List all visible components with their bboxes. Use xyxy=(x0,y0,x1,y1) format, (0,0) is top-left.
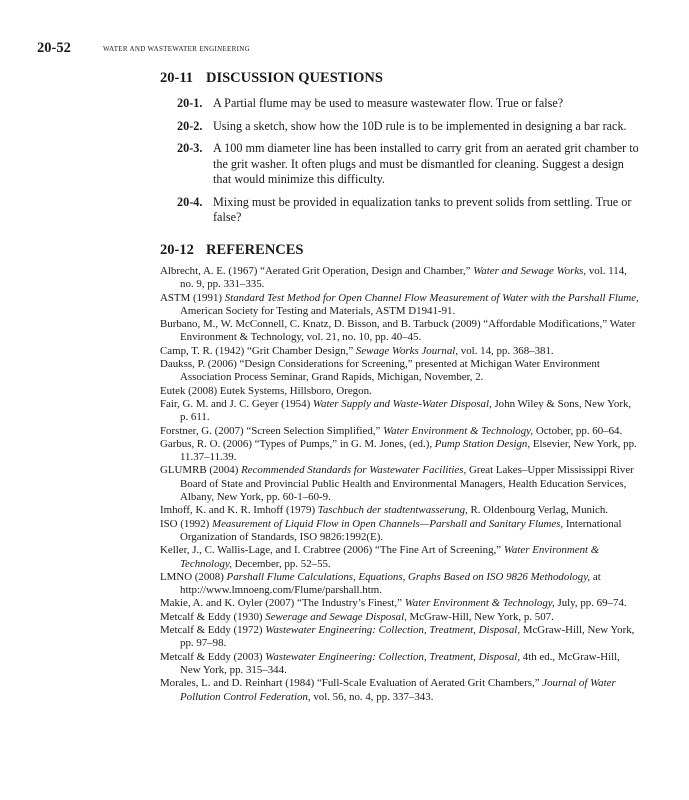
reference-title: Water and Sewage Works, xyxy=(473,265,587,277)
reference-title: Measurement of Liquid Flow in Open Channels—Parshall and Sanitary Flumes, xyxy=(212,517,564,530)
reference-text: McGraw-Hill, New York, pp. 97–98. xyxy=(180,624,635,650)
question-number: 20-2. xyxy=(177,118,203,133)
reference-title: Wastewater Engineering: Collection, Treatment, Disposal, xyxy=(265,624,521,637)
reference-entry xyxy=(160,611,640,624)
page-number: 20-52 xyxy=(37,40,71,56)
reference-entry xyxy=(160,265,640,292)
reference-text: Eutek (2008) Eutek Systems, Hillsboro, Oregon. xyxy=(160,384,372,397)
reference-text: December, pp. 52–55. xyxy=(231,557,331,570)
reference-entry xyxy=(160,571,640,598)
question-text: A 100 mm diameter line has been installed to carry grit from an aerated grit chamber to the grit washer. It often plugs and must be dismantled for cleaning. Suggest a design that would minimize this difficulty. xyxy=(213,141,639,186)
reference-text: Metcalf & Eddy (1930) xyxy=(160,610,266,623)
reference-title: Journal of Water Pollution Control Federation, xyxy=(180,677,616,703)
reference-entry xyxy=(160,518,640,545)
reference-list xyxy=(160,265,640,704)
running-head: WATER AND WASTEWATER ENGINEERING xyxy=(103,45,250,53)
reference-title: Water Supply and Waste-Water Disposal, xyxy=(312,397,492,410)
reference-entry xyxy=(160,651,640,678)
question-item xyxy=(160,195,640,226)
reference-text: R. Oldenbourg Verlag, Munich. xyxy=(467,504,609,517)
reference-entry xyxy=(160,464,640,504)
section-title: REFERENCES xyxy=(206,242,304,258)
reference-text: Elsevier, New York, pp. 11.37–11.39. xyxy=(180,437,637,464)
reference-text: at http://www.lmnoeng.com/Flume/parshall.htm. xyxy=(180,570,601,597)
reference-text: John Wiley & Sons, New York, p. 611. xyxy=(180,397,632,424)
reference-text: Metcalf & Eddy (1972) xyxy=(160,624,266,637)
reference-text: American Society for Testing and Materials, ASTM D1941-91. xyxy=(180,304,456,317)
question-number: 20-1. xyxy=(177,96,203,110)
reference-title: Parshall Flume Calculations, Equations, Graphs Based on ISO 9826 Methodology, xyxy=(226,570,591,583)
reference-text: Makie, A. and K. Oyler (2007) “The Industry’s Finest,” xyxy=(160,597,405,610)
reference-text: 4th ed., McGraw-Hill, New York, pp. 315–344. xyxy=(180,650,620,676)
reference-entry xyxy=(160,425,640,438)
reference-text: October, pp. 60–64. xyxy=(533,424,623,437)
reference-title: Sewerage and Sewage Disposal, xyxy=(265,610,407,623)
question-text: Mixing must be provided in equalization tanks to prevent solids from settling. True or false? xyxy=(213,194,632,224)
question-item xyxy=(160,96,640,112)
reference-text: McGraw-Hill, New York, p. 507. xyxy=(406,610,554,623)
reference-text: Camp, T. R. (1942) “Grit Chamber Design,” xyxy=(160,344,356,357)
section-heading xyxy=(160,70,640,87)
reference-entry xyxy=(160,358,640,385)
references-section xyxy=(160,242,640,704)
question-number: 20-4. xyxy=(177,194,203,209)
section-title: DISCUSSION QUESTIONS xyxy=(206,70,383,86)
section-number: 20-11 xyxy=(160,70,194,86)
reference-entry xyxy=(160,504,640,517)
reference-text: Great Lakes–Upper Mississippi River Board of State and Provincial Public Health and Environmental Managers, Health Education Services, Albany, New York, pp. 60-1–60-9. xyxy=(180,464,634,504)
reference-entry xyxy=(160,398,640,425)
question-number: 20-3. xyxy=(177,141,203,155)
reference-entry xyxy=(160,438,640,465)
reference-text: LMNO (2008) xyxy=(160,570,227,583)
reference-entry xyxy=(160,318,640,345)
section-heading xyxy=(160,242,640,259)
reference-title: Taschbuch der stadtentwasserung, xyxy=(317,504,468,517)
reference-text: ISO (1992) xyxy=(160,517,213,530)
reference-entry xyxy=(160,624,640,651)
reference-text: Metcalf & Eddy (2003) xyxy=(160,650,266,663)
reference-text: Imhoff, K. and K. R. Imhoff (1979) xyxy=(160,504,318,517)
reference-text: vol. 14, pp. 368–381. xyxy=(458,344,554,357)
reference-title: Standard Test Method for Open Channel Flow Measurement of Water with the Parshall Flume, xyxy=(224,291,639,304)
reference-text: Burbano, M., W. McConnell, C. Knatz, D. Bisson, and B. Tarbuck (2009) “Affordable Modifications,” Water Environment & Technology, vol. 21, no. 10, pp. 40–45. xyxy=(160,318,636,344)
section-number: 20-12 xyxy=(160,242,194,258)
reference-text: Keller, J., C. Wallis-Lage, and I. Crabtree (2006) “The Fine Art of Screening,” xyxy=(160,544,504,557)
reference-text: Morales, L. and D. Reinhart (1984) “Full-Scale Evaluation of Aerated Grit Chambers,” xyxy=(160,677,543,690)
reference-entry xyxy=(160,544,640,571)
question-item xyxy=(160,119,640,135)
reference-title: Pump Station Design, xyxy=(434,437,531,450)
reference-text: Forstner, G. (2007) “Screen Selection Simplified,” xyxy=(160,424,384,437)
reference-text: Daukss, P. (2006) “Design Considerations for Screening,” presented at Michigan Water Environment Association Process Seminar, Grand Rapids, Michigan, November, 2. xyxy=(160,358,600,384)
reference-title: Water Environment & Technology, xyxy=(404,597,555,610)
question-text: A Partial flume may be used to measure wastewater flow. True or false? xyxy=(213,96,564,110)
reference-text: July, pp. 69–74. xyxy=(554,597,627,610)
question-item xyxy=(160,141,640,188)
reference-text: International Organization of Standards, ISO 9826:1992(E). xyxy=(180,517,622,543)
reference-title: Water Environment & Technology, xyxy=(180,544,600,570)
reference-entry xyxy=(160,385,640,398)
reference-text: vol. 114, no. 9, pp. 331–335. xyxy=(180,265,627,291)
question-list xyxy=(160,96,640,226)
reference-title: Sewage Works Journal, xyxy=(355,344,459,357)
reference-entry xyxy=(160,677,640,704)
reference-text: ASTM (1991) xyxy=(160,291,225,304)
reference-title: Water Environment & Technology, xyxy=(383,424,534,437)
reference-entry xyxy=(160,292,640,319)
reference-text: Garbus, R. O. (2006) “Types of Pumps,” in G. M. Jones, (ed.), xyxy=(160,437,435,450)
discussion-questions-section xyxy=(160,70,640,233)
reference-entry xyxy=(160,597,640,610)
reference-text: GLUMRB (2004) xyxy=(160,464,242,477)
question-text: Using a sketch, show how the 10D rule is to be implemented in designing a bar rack. xyxy=(213,118,627,133)
reference-entry xyxy=(160,345,640,358)
reference-title: Wastewater Engineering: Collection, Treatment, Disposal, xyxy=(265,650,521,663)
reference-text: Fair, G. M. and J. C. Geyer (1954) xyxy=(160,397,313,410)
reference-text: Albrecht, A. E. (1967) “Aerated Grit Operation, Design and Chamber,” xyxy=(160,265,474,277)
reference-title: Recommended Standards for Wastewater Facilities, xyxy=(241,464,467,477)
reference-text: vol. 56, no. 4, pp. 337–343. xyxy=(310,690,434,703)
